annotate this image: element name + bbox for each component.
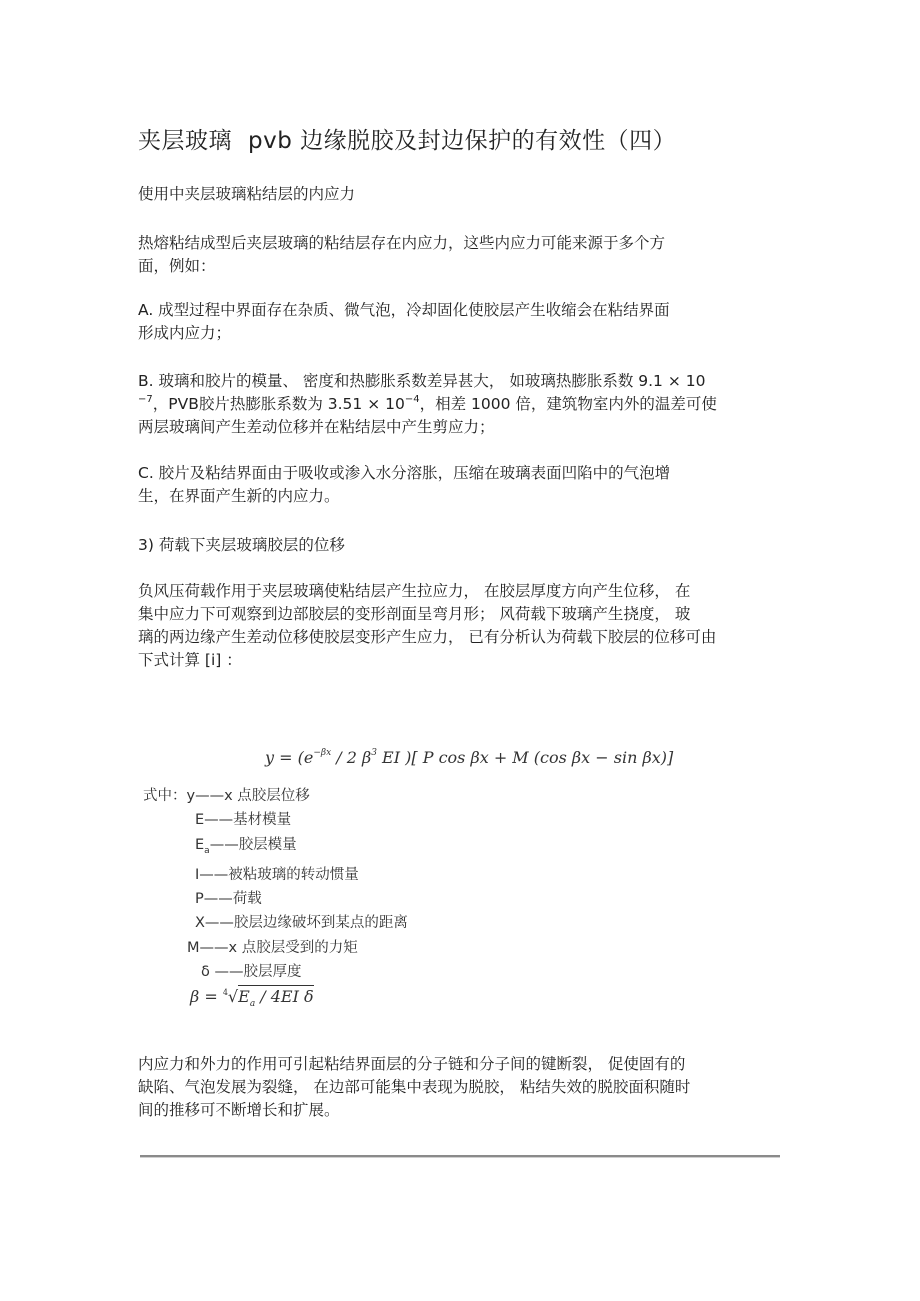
beta-formula bbox=[190, 987, 314, 1009]
radicand-symbol: E bbox=[238, 987, 250, 1006]
formula-exponent: 3 bbox=[371, 748, 377, 758]
title-part-2: pvb 边缘脱胶及封边保护的有效性（四） bbox=[248, 128, 677, 154]
root-index: 4 bbox=[222, 988, 228, 997]
paragraph-line: 璃的两边缘产生差动位移使胶层变形产生应力， 已有分析认为荷载下胶层的位移可由 bbox=[138, 628, 717, 646]
paragraph-b bbox=[138, 370, 717, 439]
paragraph-final bbox=[138, 1053, 690, 1122]
document-title bbox=[138, 122, 676, 155]
paragraph-line: A. 成型过程中界面存在杂质、微气泡，冷却固化使胶层产生收缩会在粘结界面 bbox=[138, 301, 670, 319]
formula-legend bbox=[143, 784, 408, 984]
legend-y: 式中：y——x 点胶层位移 bbox=[143, 788, 310, 804]
paragraph-line: 集中应力下可观察到边部胶层的变形剖面呈弯月形； 风荷载下玻璃产生挠度， 玻 bbox=[138, 605, 691, 623]
paragraph-a bbox=[138, 299, 670, 345]
legend-Ea-symbol: E bbox=[195, 836, 205, 853]
section-heading-displacement bbox=[138, 534, 345, 557]
radicand-subscript: a bbox=[249, 999, 256, 1010]
text-run: ，相差 1000 倍，建筑物室内外的温差可使 bbox=[419, 395, 717, 413]
paragraph-c bbox=[138, 462, 670, 508]
paragraph-line: 下式计算 [i] ： bbox=[138, 651, 242, 669]
legend-P: P——荷载 bbox=[195, 891, 262, 908]
section-heading-internal-stress bbox=[138, 183, 355, 206]
radicand bbox=[238, 985, 314, 1010]
heading-text: 3) 荷载下夹层玻璃胶层的位移 bbox=[138, 536, 345, 554]
formula-part: / 2 β bbox=[331, 748, 372, 767]
legend-Ea-text: ——胶层模量 bbox=[209, 836, 297, 853]
displacement-formula bbox=[265, 748, 673, 767]
paragraph-line: 生，在界面产生新的内应力。 bbox=[138, 487, 340, 505]
paragraph-line: 内应力和外力的作用可引起粘结界面层的分子链和分子间的键断裂， 促使固有的 bbox=[138, 1055, 686, 1073]
paragraph-line: B. 玻璃和胶片的模量、 密度和热膨胀系数差异甚大， 如玻璃热膨胀系数 9.1 × 10 bbox=[138, 372, 706, 390]
text-run: ，PVB胶片热膨胀系数为 3.51 × 10 bbox=[152, 395, 405, 413]
title-part-1: 夹层玻璃 bbox=[138, 128, 232, 154]
paragraph-line: 热熔粘结成型后夹层玻璃的粘结层存在内应力，这些内应力可能来源于多个方 bbox=[138, 234, 666, 252]
paragraph-line: 间的推移可不断增长和扩展。 bbox=[138, 1101, 340, 1119]
paragraph-intro bbox=[138, 232, 665, 278]
paragraph-load bbox=[138, 580, 716, 672]
paragraph-line bbox=[138, 393, 717, 416]
exponent: −4 bbox=[404, 394, 420, 405]
legend-Ea-subscript: a bbox=[204, 845, 210, 856]
legend-Ea bbox=[143, 833, 408, 863]
radicand-rest: / 4EI δ bbox=[255, 987, 314, 1006]
horizontal-rule bbox=[140, 1155, 780, 1157]
legend-X: X——胶层边缘破坏到某点的距离 bbox=[195, 915, 408, 932]
legend-I: I——被粘玻璃的转动惯量 bbox=[195, 866, 359, 883]
legend-E: E——基材模量 bbox=[195, 812, 292, 829]
formula-part: EI )[ P cos βx + M (cos βx − sin βx)] bbox=[376, 748, 674, 767]
legend-delta: δ ——胶层厚度 bbox=[201, 963, 302, 980]
paragraph-line: 负风压荷载作用于夹层玻璃使粘结层产生拉应力， 在胶层厚度方向产生位移， 在 bbox=[138, 582, 691, 600]
heading-text: 使用中夹层玻璃粘结层的内应力 bbox=[138, 185, 356, 203]
formula-exponent: −βx bbox=[313, 748, 332, 758]
paragraph-line: 面，例如： bbox=[138, 257, 216, 275]
paragraph-line: C. 胶片及粘结界面由于吸收或渗入水分溶胀，压缩在玻璃表面凹陷中的气泡增 bbox=[138, 464, 671, 482]
paragraph-line: 两层玻璃间产生差动位移并在粘结层中产生剪应力； bbox=[138, 418, 495, 436]
radical-sign: √ bbox=[227, 987, 239, 1006]
formula-part: y = (e bbox=[265, 748, 314, 767]
paragraph-line: 形成内应力； bbox=[138, 324, 232, 342]
beta-lhs: β = bbox=[190, 987, 223, 1006]
paragraph-line: 缺陷、气泡发展为裂缝， 在边部可能集中表现为脱胶， 粘结失效的脱胶面积随时 bbox=[138, 1078, 691, 1096]
exponent: −7 bbox=[138, 394, 153, 405]
legend-M: M——x 点胶层受到的力矩 bbox=[187, 939, 358, 956]
